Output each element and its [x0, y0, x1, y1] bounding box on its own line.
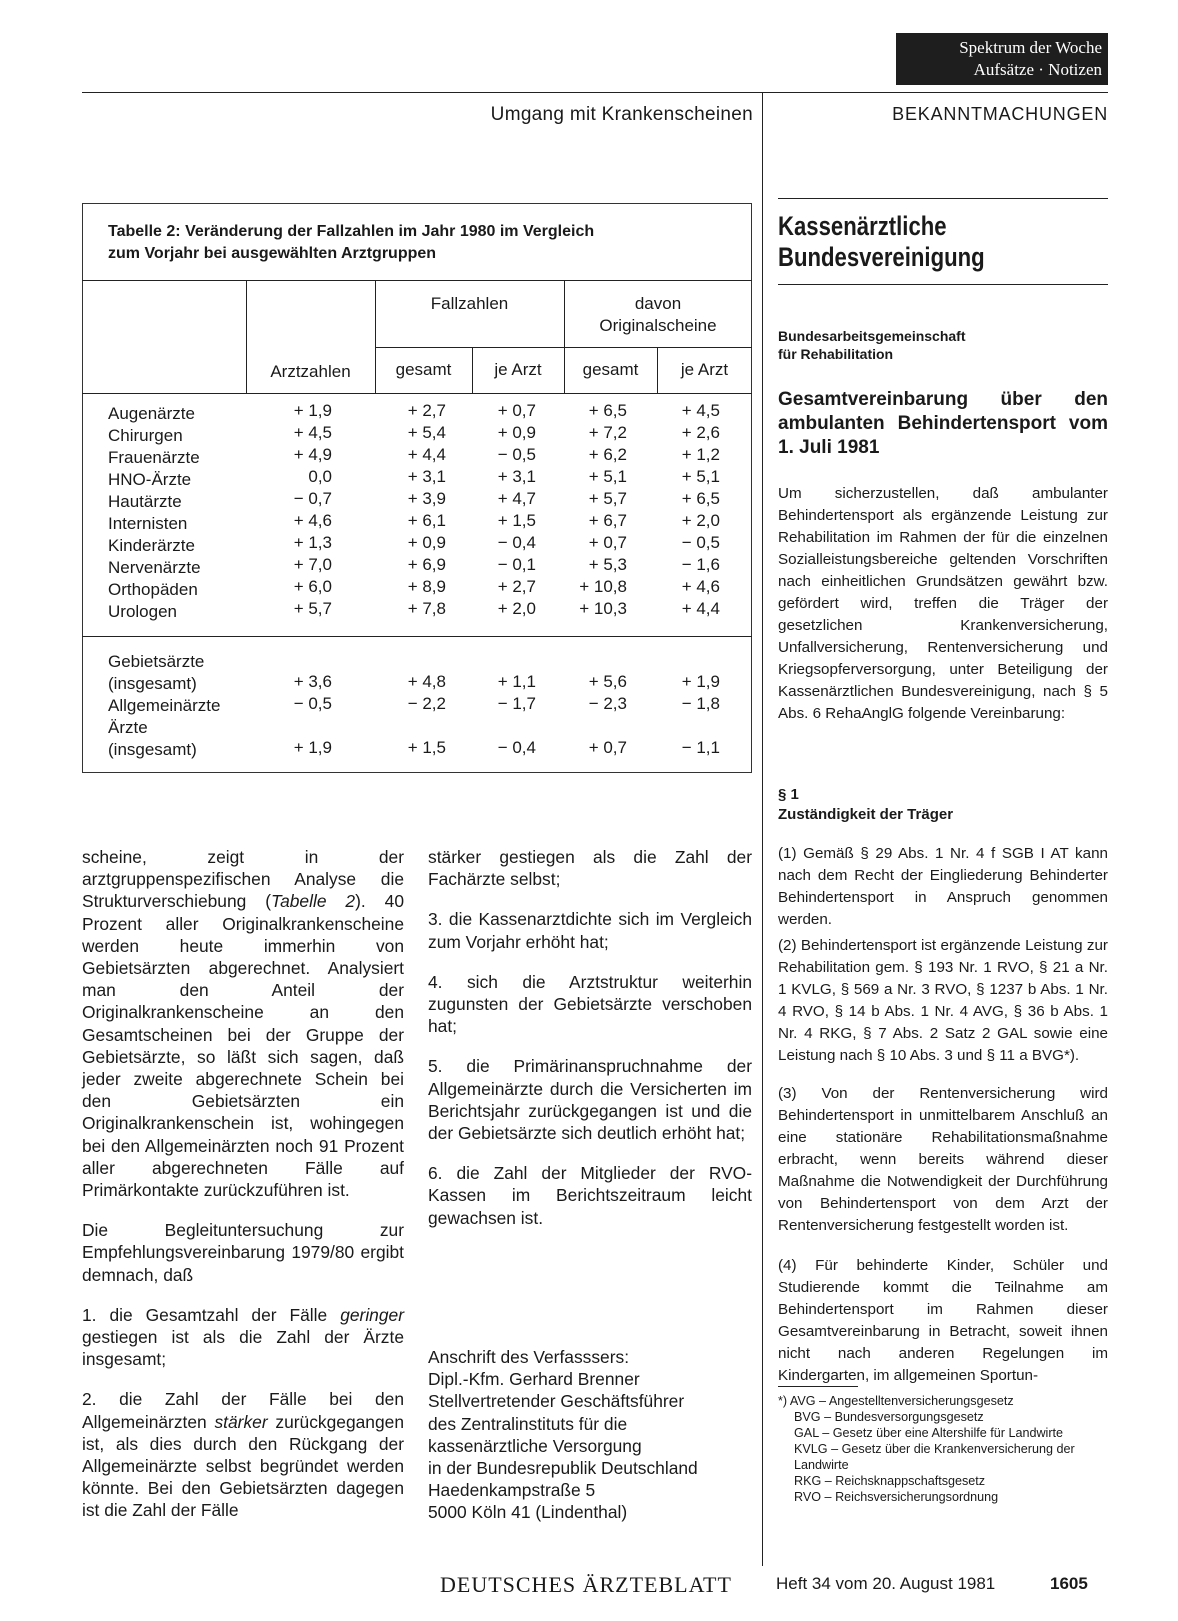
- row-label: Internisten: [108, 514, 188, 533]
- table-cell: + 0,9: [497, 423, 536, 442]
- table-cell: + 7,0: [293, 555, 332, 574]
- author-address: [428, 1346, 752, 1524]
- table-cell: + 6,1: [407, 511, 446, 530]
- running-head-left: Umgang mit Krankenscheinen: [490, 104, 753, 125]
- col1-paragraph-2: Die Begleituntersuchung zur Empfehlungsvereinbarung 1979/80 ergibt demnach, daß: [82, 1220, 404, 1285]
- table-cell: + 10,8: [579, 577, 627, 596]
- table-cell: − 1,6: [681, 555, 720, 574]
- table-cell: + 3,9: [407, 489, 446, 508]
- table-cell: + 2,0: [681, 511, 720, 530]
- subheading: Bundesarbeitsgemeinschaft für Rehabilitation: [778, 328, 966, 362]
- table-cell: + 6,9: [407, 555, 446, 574]
- table-cell: + 5,7: [293, 599, 332, 618]
- body-column-2: [428, 846, 752, 1229]
- table-cell: + 3,1: [497, 467, 536, 486]
- table-cell: + 4,4: [407, 445, 446, 464]
- paragraph-4: (4) Für behinderte Kinder, Schüler und Studierende kommt die Teilnahme am Behindertensport im Rahmen dieser Gesamtvereinbarung in Betracht, soweit ihnen nicht nach anderen Regelungen im Kindergarten, im allgemeinen Sportun-: [778, 1257, 1108, 1384]
- agreement-title: Gesamtvereinbarung über den ambulanten Behindertensport vom 1. Juli 1981: [778, 389, 1108, 458]
- table-cell: + 5,3: [588, 555, 627, 574]
- table-cell: + 4,4: [681, 599, 720, 618]
- table-cell: + 7,2: [588, 423, 627, 442]
- table-cell: + 6,0: [293, 577, 332, 596]
- section-badge: Spektrum der Woche Aufsätze · Notizen: [896, 33, 1108, 85]
- address-line: Dipl.-Kfm. Gerhard Brenner: [428, 1369, 640, 1390]
- row-label: (insgesamt): [108, 674, 197, 693]
- kbv-rule-bottom: [778, 284, 1108, 285]
- table-cell: + 1,2: [681, 445, 720, 464]
- col1-list-2: 2. die Zahl der Fälle bei den Allgemeinärzten stärker zurückgegangen ist, als dies durch den Rückgang der Allgemeinärzte selbst begründet werden könnte. Bei den Gebietsärzten dagegen ist die Zahl der Fälle: [82, 1389, 404, 1521]
- row-label: HNO-Ärzte: [108, 470, 192, 489]
- table-cell: + 4,5: [681, 401, 720, 420]
- table-cell: + 2,6: [681, 423, 720, 442]
- col2-list-6: 6. die Zahl der Mitglieder der RVO-Kassen im Berichtszeitraum leicht gewachsen ist.: [428, 1163, 752, 1228]
- grid-line: [375, 347, 752, 348]
- grid-line: [82, 636, 752, 637]
- row-label: Allgemeinärzte: [108, 696, 221, 715]
- row-label: Frauenärzte: [108, 448, 200, 467]
- table-cell: + 6,5: [681, 489, 720, 508]
- table-cell: + 1,9: [293, 401, 332, 420]
- table-cell: + 5,4: [407, 423, 446, 442]
- page-number: 1605: [1050, 1574, 1088, 1593]
- issue-info: Heft 34 vom 20. August 1981: [776, 1574, 996, 1593]
- table-cell: + 1,5: [497, 511, 536, 530]
- table-cell: + 3,6: [293, 672, 332, 691]
- header-gesamt: gesamt: [395, 360, 452, 379]
- table-cell: + 3,1: [407, 467, 446, 486]
- table-cell: − 2,3: [588, 694, 627, 713]
- row-label: Ärzte: [108, 718, 148, 737]
- address-line: 5000 Köln 41 (Lindenthal): [428, 1502, 628, 1523]
- column-divider: [762, 92, 763, 1566]
- table-cell: − 2,2: [407, 694, 446, 713]
- grid-line: [82, 393, 752, 394]
- header-arztzahlen: Arztzahlen: [270, 362, 351, 381]
- col1-paragraph-1: scheine, zeigt in der arztgruppenspezifischen Analyse die Strukturverschiebung (Tabelle 2). 40 Prozent aller Originalkrankenscheine werden heute immerhin von Gebietsärzten abgerechnet. Analysiert man den Anteil der Originalkrankenscheine an den Gesamtscheinen bei der Gruppe der Gebietsärzte, so läßt sich sagen, daß jeder zweite abgerechnete Schein bei den Gebietsärzten ein Originalkrankenschein ist, wohingegen bei den Allgemeinärzten noch 91 Prozent aller abgerechneten Fälle auf Primärkontakte zurückzuführen ist.: [82, 847, 404, 1201]
- col2-list-5: 5. die Primärinanspruchnahme der Allgemeinärzte durch die Versicherten im Berichtsjahr zurückgegangen ist und die der Gebietsärzte sich deutlich erhöht hat;: [428, 1056, 752, 1144]
- table-cell: + 0,7: [497, 401, 536, 420]
- header-je-arzt: je Arzt: [494, 360, 542, 379]
- row-label: Augenärzte: [108, 404, 195, 423]
- paragraph-2: (2) Behindertensport ist ergänzende Leistung zur Rehabilitation gem. § 193 Nr. 1 RVO, § 21 a Nr. 1 KVLG, § 569 a Nr. 3 RVO, § 1237 b Abs. 1 Nr. 4 RVO, § 14 b Abs. 1 Nr. 4 AVG, § 36 b Abs. 1 Nr. 4 RKG, § 7 Abs. 2 Satz 2 GAL sowie eine Leistung nach § 10 Abs. 3 und § 11 a BVG*).: [778, 937, 1108, 1064]
- footnotes: *) AVG – Angestelltenversicherungsgesetz BVG – Bundesversorgungsgesetz GAL – Gesetz über eine Altershilfe für Landwirte KVLG – Gesetz über die Krankenversicherung der Landwirte RKG – Reichsknappschaftsgesetz RVO – Reichsversicherungsordnung: [778, 1394, 1075, 1504]
- table-cell: − 0,7: [293, 489, 332, 508]
- col1-list-1: 1. die Gesamtzahl der Fälle geringer gestiegen ist als die Zahl der Ärzte insgesamt;: [82, 1304, 404, 1370]
- table-cell: + 5,1: [681, 467, 720, 486]
- row-label: Urologen: [108, 602, 177, 621]
- journal-masthead: DEUTSCHES ÄRZTEBLATT: [440, 1572, 732, 1597]
- table-cell: − 0,5: [293, 694, 332, 713]
- table-cell: + 10,3: [579, 599, 627, 618]
- table-cell: + 0,9: [407, 533, 446, 552]
- table-cell: + 0,7: [588, 738, 627, 757]
- table-cell: + 4,6: [681, 577, 720, 596]
- table-caption: Tabelle 2: Veränderung der Fallzahlen im Jahr 1980 im Vergleich zum Vorjahr bei ausgewählten Arztgruppen: [108, 223, 595, 262]
- address-line: Haedenkampstraße 5: [428, 1480, 596, 1501]
- col2-list-4: 4. sich die Arztstruktur weiterhin zugunsten der Gebietsärzte verschoben hat;: [428, 971, 752, 1037]
- table-cell: + 4,9: [293, 445, 332, 464]
- footnote-rule: [778, 1386, 858, 1387]
- header-originalscheine: Originalscheine: [599, 316, 717, 335]
- intro-text: Um sicherzustellen, daß ambulanter Behindertensport als ergänzende Leistung zur Rehabilitation im Rahmen der für die einzelnen Sozialleistungsbereiche geltenden Vorschriften nach einheitlichen Grundsätzen gewährt bzw. gefördert wird, treffen die Träger der gesetzlichen Krankenversicherung, Unfallversicherung, Rentenversicherung und Kriegsopferversorgung, unter Beteiligung der Kassenärztlichen Bundesvereinigung, nach § 5 Abs. 6 RehaAnglG folgende Vereinbarung:: [778, 485, 1108, 722]
- table-caption-rule: [82, 280, 752, 281]
- table-cell: + 0,7: [588, 533, 627, 552]
- address-line: Stellvertretender Geschäftsführer: [428, 1391, 685, 1412]
- table-cell: + 4,7: [497, 489, 536, 508]
- paragraph-1: (1) Gemäß § 29 Abs. 1 Nr. 4 f SGB I AT kann nach dem Recht der Eingliederung Behinderter Behindertensport in Anspruch genommen werden.: [778, 845, 1108, 928]
- table-cell: + 2,7: [407, 401, 446, 420]
- row-label: Hautärzte: [108, 492, 182, 511]
- paragraph-3: (3) Von der Rentenversicherung wird Behindertensport in unmittelbarem Anschluß an eine stationäre Rehabilitationsmaßnahme erbracht, wenn bereits während dieser Maßnahme die Notwendigkeit der Durchführung von Behindertensport von dem Arzt der Rentenversicherung festgestellt worden ist.: [778, 1085, 1108, 1234]
- table-cell: + 1,1: [497, 672, 536, 691]
- table-cell: + 2,0: [497, 599, 536, 618]
- table-cell: + 7,8: [407, 599, 446, 618]
- running-head-right: BEKANNTMACHUNGEN: [892, 104, 1108, 124]
- row-label: (insgesamt): [108, 740, 197, 759]
- table-cell: − 0,4: [497, 533, 536, 552]
- section-heading: § 1 Zuständigkeit der Träger: [778, 786, 954, 823]
- table-cell: − 1,7: [497, 694, 536, 713]
- body-column-1: [82, 846, 404, 1522]
- table-cell: + 1,9: [293, 738, 332, 757]
- row-label: Kinderärzte: [108, 536, 195, 555]
- header-gesamt-original: gesamt: [582, 360, 639, 379]
- header-je-arzt-original: je Arzt: [680, 360, 729, 379]
- table-cell: − 0,4: [497, 738, 536, 757]
- table-cell: + 5,1: [588, 467, 627, 486]
- table-cell: + 5,6: [588, 672, 627, 691]
- table-cell: + 8,9: [407, 577, 446, 596]
- address-line: kassenärztliche Versorgung: [428, 1435, 642, 1456]
- header-davon: davon: [634, 294, 682, 313]
- table-cell: + 1,3: [293, 533, 332, 552]
- row-label: Orthopäden: [108, 580, 198, 599]
- col2-paragraph-1: stärker gestiegen als die Zahl der Fachärzte selbst;: [428, 847, 752, 890]
- address-line: Anschrift des Verfasssers:: [428, 1347, 630, 1367]
- table-cell: + 4,6: [293, 511, 332, 530]
- table-cell: + 6,2: [588, 445, 627, 464]
- table-cell: − 0,5: [681, 533, 720, 552]
- table-cell: + 6,7: [588, 511, 627, 530]
- address-line: des Zentralinstituts für die: [428, 1413, 628, 1434]
- table-cell: − 1,1: [681, 738, 720, 757]
- row-label: Gebietsärzte: [108, 652, 205, 671]
- header-fallzahlen: Fallzahlen: [430, 294, 509, 313]
- table-cell: − 0,5: [497, 445, 536, 464]
- kbv-heading: Kassenärztliche Bundesvereinigung: [778, 211, 985, 272]
- row-label: Chirurgen: [108, 426, 183, 445]
- table-cell: + 6,5: [588, 401, 627, 420]
- row-label: Nervenärzte: [108, 558, 201, 577]
- table-cell: 0,0: [308, 467, 332, 486]
- header-rule: [82, 92, 1108, 93]
- table-cell: + 5,7: [588, 489, 627, 508]
- address-line: in der Bundesrepublik Deutschland: [428, 1458, 698, 1479]
- table-cell: + 1,5: [407, 738, 446, 757]
- table-cell: − 1,8: [681, 694, 720, 713]
- table-cell: + 4,8: [407, 672, 446, 691]
- table-cell: − 0,1: [497, 555, 536, 574]
- col2-list-3: 3. die Kassenarztdichte sich im Vergleich zum Vorjahr erhöht hat;: [428, 909, 752, 952]
- kbv-rule-top: [778, 198, 1108, 199]
- table-cell: + 4,5: [293, 423, 332, 442]
- table-cell: + 1,9: [681, 672, 720, 691]
- table-cell: + 2,7: [497, 577, 536, 596]
